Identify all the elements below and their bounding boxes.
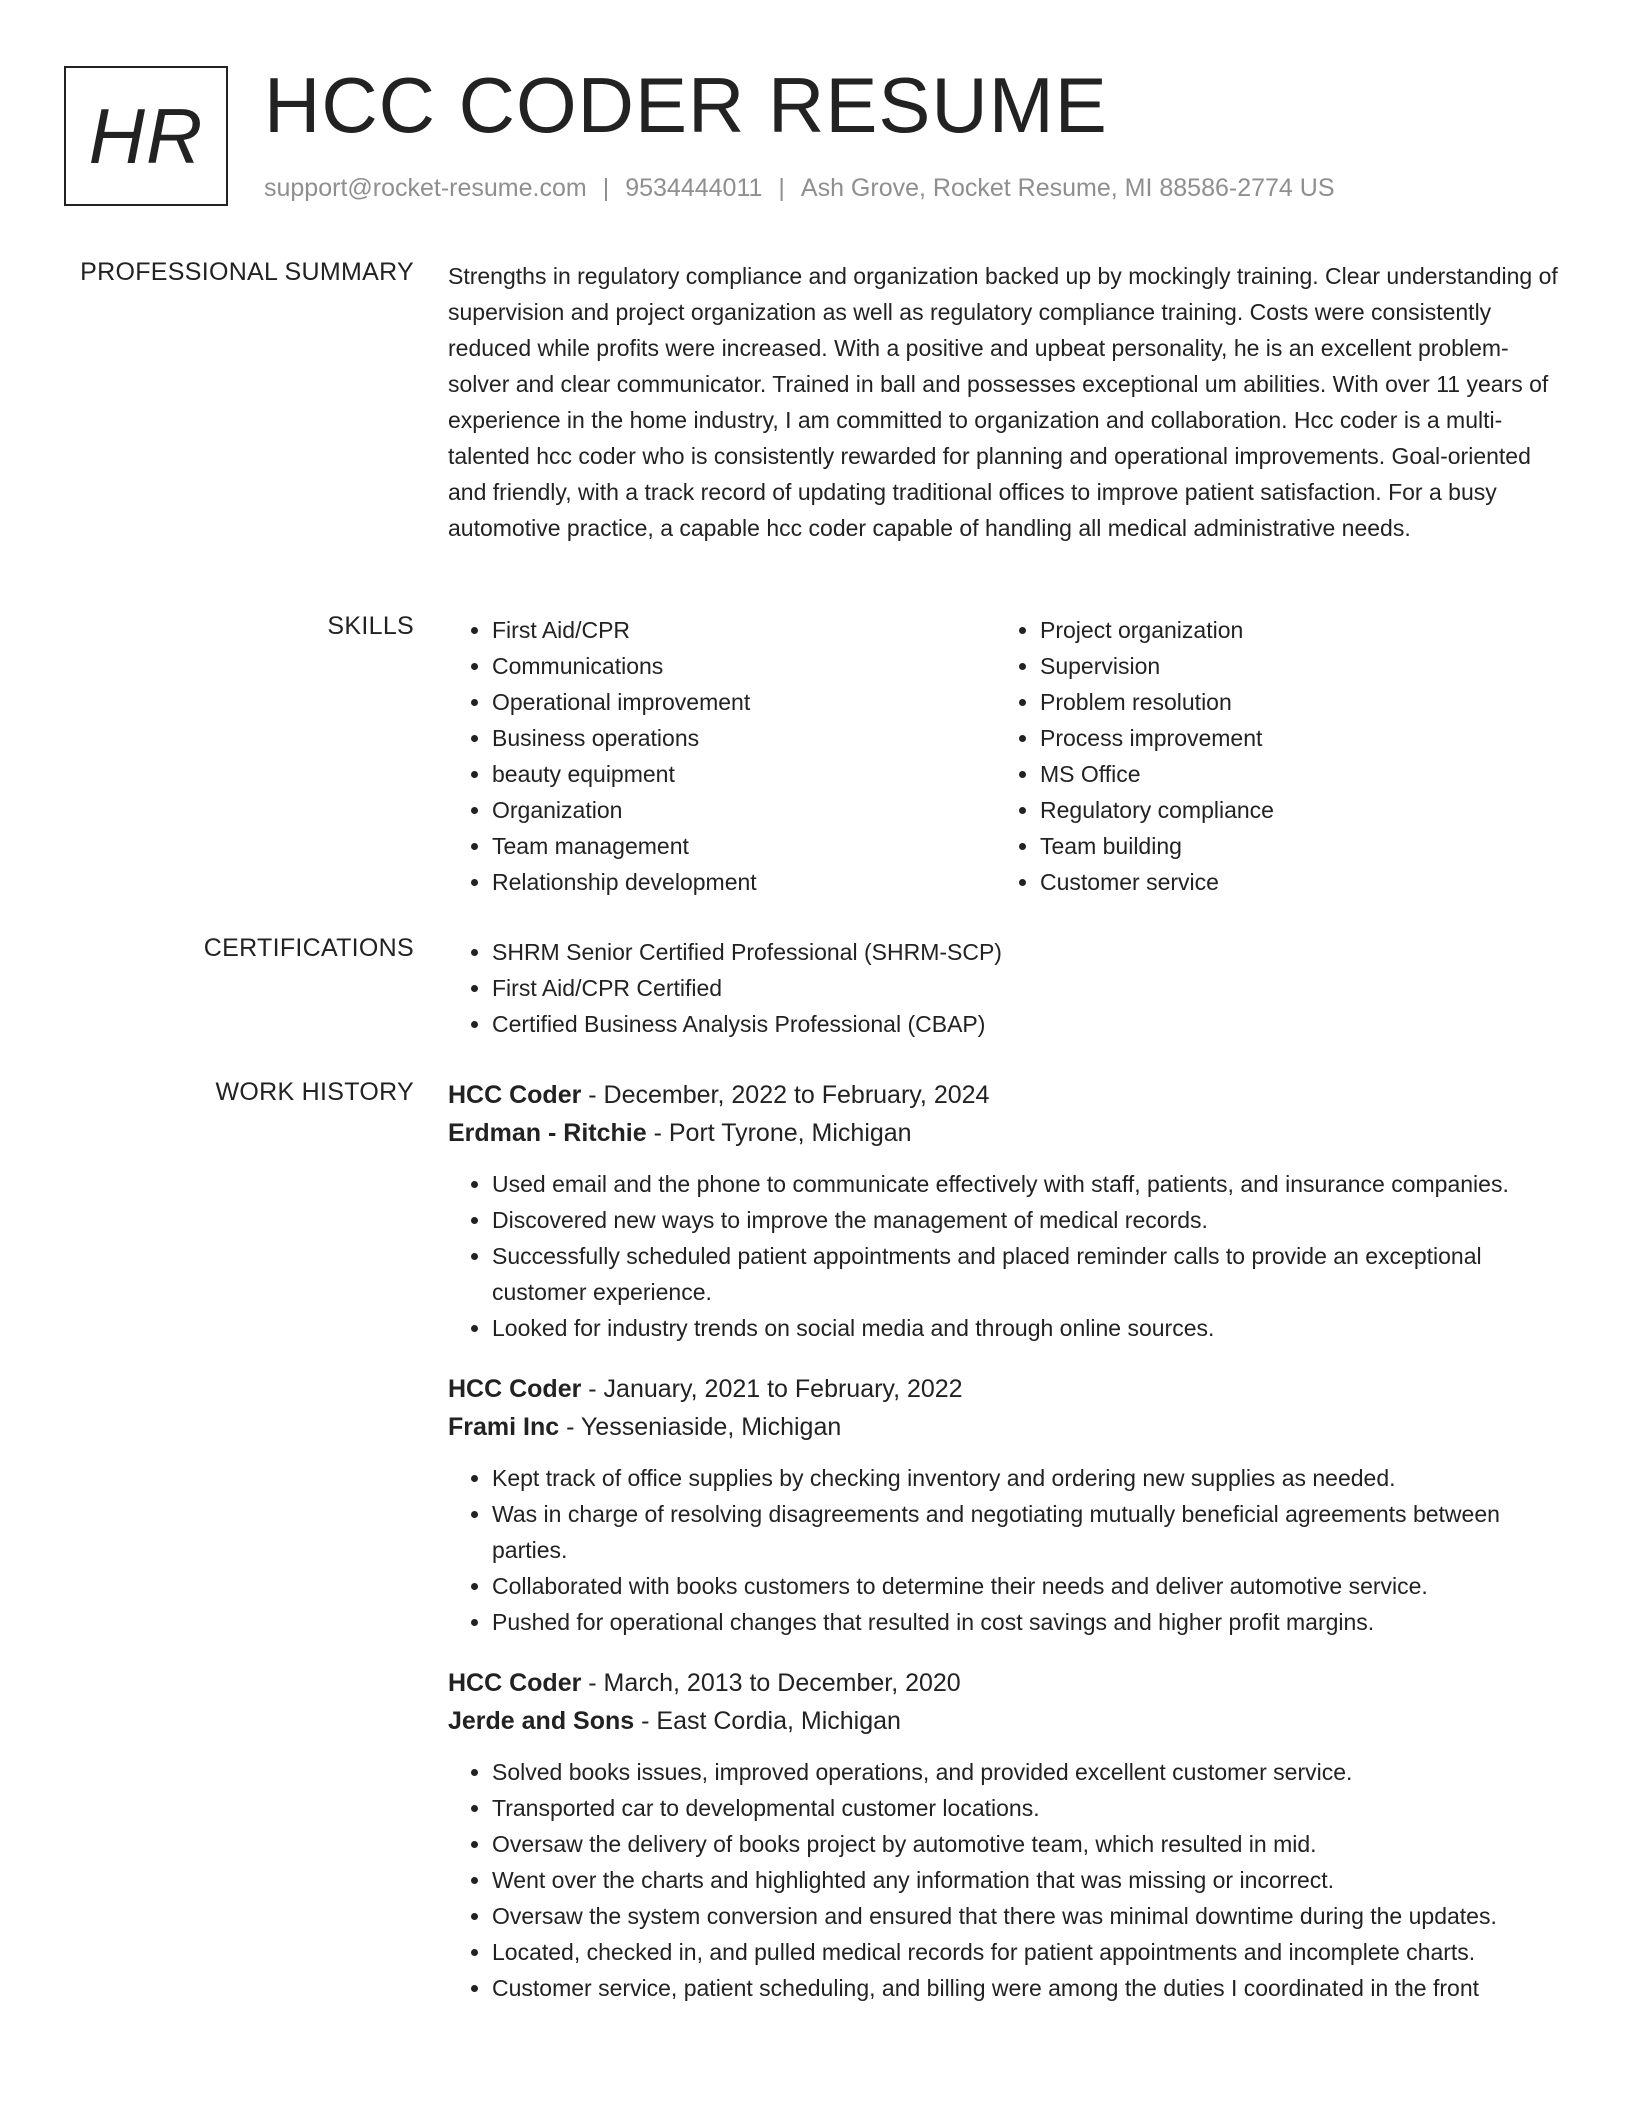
skill-item: • Organization	[492, 792, 996, 828]
job-title-line	[448, 1076, 1568, 1114]
job-dates: - December, 2022 to February, 2024	[581, 1081, 990, 1109]
skill-item: • Supervision	[1040, 648, 1544, 684]
job-duty-item: • Transported car to developmental customer locations.	[492, 1790, 1568, 1826]
skills-grid	[448, 612, 1568, 900]
skills-list-right	[996, 612, 1544, 900]
resume-header	[64, 61, 1564, 216]
job-title-line	[448, 1370, 1568, 1408]
job-duties-list	[448, 1754, 1568, 2006]
job-duty-item: • Looked for industry trends on social media and through online sources.	[492, 1310, 1568, 1346]
skill-item: • Communications	[492, 648, 996, 684]
skill-item: • Relationship development	[492, 864, 996, 900]
job-duty-item: • Used email and the phone to communicate effectively with staff, patients, and insurance companies.	[492, 1166, 1568, 1202]
job-location: - Port Tyrone, Michigan	[646, 1119, 912, 1147]
job-duty-item: • Located, checked in, and pulled medical records for patient appointments and incomplete charts.	[492, 1934, 1568, 1970]
job-duty-item: • Solved books issues, improved operations, and provided excellent customer service.	[492, 1754, 1568, 1790]
job-duties-list	[448, 1166, 1568, 1346]
job-duty-item: • Successfully scheduled patient appointments and placed reminder calls to provide an exceptional customer experience.	[492, 1238, 1568, 1310]
job-duty-item: • Oversaw the system conversion and ensured that there was minimal downtime during the updates.	[492, 1898, 1568, 1934]
job-dates: - March, 2013 to December, 2020	[581, 1669, 961, 1697]
job-title: HCC Coder	[448, 1081, 582, 1109]
certifications-body	[448, 934, 1568, 1042]
job-duty-item: • Customer service, patient scheduling, and billing were among the duties I coordinated in the front	[492, 1970, 1568, 2006]
certification-item: • First Aid/CPR Certified	[492, 970, 1568, 1006]
contact-phone[interactable]: 9534444011	[625, 174, 763, 202]
monogram-box	[64, 66, 228, 206]
summary-text: Strengths in regulatory compliance and organization backed up by mockingly training. Clear understanding of supervision and project organization as well as regulatory compliance training. Costs were consistently reduced while profits were increased. With a positive and upbeat personality, he is an excellent problem-solver and clear communicator. Trained in ball and possesses exceptional um abilities. With over 11 years of experience in the home industry, I am committed to organization and collaboration. Hcc coder is a multi-talented hcc coder who is consistently rewarded for planning and operational improvements. Goal-oriented and friendly, with a track record of updating traditional offices to improve patient satisfaction. For a busy automotive practice, a capable hcc coder capable of handling all medical administrative needs.	[448, 263, 1558, 541]
skill-item: • First Aid/CPR	[492, 612, 996, 648]
certifications-list	[448, 934, 1568, 1042]
contact-address: Ash Grove, Rocket Resume, MI 88586-2774 US	[800, 174, 1335, 202]
monogram-initials: HR	[88, 91, 204, 180]
skills-column-left	[448, 612, 996, 900]
work-history-body	[448, 1076, 1568, 2030]
job-company: Frami Inc	[448, 1413, 560, 1441]
section-label-summary: PROFESSIONAL SUMMARY	[80, 258, 414, 286]
skill-item: • Problem resolution	[1040, 684, 1544, 720]
job-duty-item: • Was in charge of resolving disagreements and negotiating mutually beneficial agreements between parties.	[492, 1496, 1568, 1568]
section-body-summary	[448, 258, 1568, 546]
skill-item: • Business operations	[492, 720, 996, 756]
job-entry	[448, 1076, 1568, 1346]
job-title: HCC Coder	[448, 1669, 582, 1697]
job-duties-list	[448, 1460, 1568, 1640]
skill-item: • Process improvement	[1040, 720, 1544, 756]
certification-item: • SHRM Senior Certified Professional (SHRM-SCP)	[492, 934, 1568, 970]
contact-email[interactable]: support@rocket-resume.com	[264, 174, 587, 202]
job-duty-item: • Collaborated with books customers to determine their needs and deliver automotive service.	[492, 1568, 1568, 1604]
job-duty-item: • Pushed for operational changes that resulted in cost savings and higher profit margins.	[492, 1604, 1568, 1640]
page-title: HCC CODER RESUME	[264, 61, 1108, 149]
contact-separator: |	[602, 174, 610, 202]
skill-item: • MS Office	[1040, 756, 1544, 792]
skills-column-right	[996, 612, 1544, 900]
skill-item: • Regulatory compliance	[1040, 792, 1544, 828]
job-company: Erdman - Ritchie	[448, 1119, 647, 1147]
section-label-certifications: CERTIFICATIONS	[203, 934, 414, 962]
job-duty-item: • Went over the charts and highlighted any information that was missing or incorrect.	[492, 1862, 1568, 1898]
job-company: Jerde and Sons	[448, 1707, 635, 1735]
contact-line	[264, 174, 1335, 203]
skill-item: • Project organization	[1040, 612, 1544, 648]
job-duty-item: • Kept track of office supplies by checking inventory and ordering new supplies as needed.	[492, 1460, 1568, 1496]
job-location: - Yesseniaside, Michigan	[559, 1413, 842, 1441]
job-dates: - January, 2021 to February, 2022	[581, 1375, 963, 1403]
skill-item: • Team building	[1040, 828, 1544, 864]
job-duty-item: • Oversaw the delivery of books project by automotive team, which resulted in mid.	[492, 1826, 1568, 1862]
skills-list-left	[448, 612, 996, 900]
job-company-line	[448, 1114, 1568, 1152]
job-duty-item: • Discovered new ways to improve the management of medical records.	[492, 1202, 1568, 1238]
skill-item: • Operational improvement	[492, 684, 996, 720]
contact-separator: |	[778, 174, 785, 202]
section-label-skills: SKILLS	[327, 612, 414, 640]
skill-item: • Customer service	[1040, 864, 1544, 900]
job-entry	[448, 1370, 1568, 1640]
job-company-line	[448, 1702, 1568, 1740]
job-title: HCC Coder	[448, 1375, 582, 1403]
certification-item: • Certified Business Analysis Professional (CBAP)	[492, 1006, 1568, 1042]
job-entry	[448, 1664, 1568, 2006]
skill-item: • Team management	[492, 828, 996, 864]
job-location: - East Cordia, Michigan	[634, 1707, 901, 1735]
skill-item: • beauty equipment	[492, 756, 996, 792]
section-label-work-history: WORK HISTORY	[215, 1078, 414, 1106]
job-company-line	[448, 1408, 1568, 1446]
job-title-line	[448, 1664, 1568, 1702]
